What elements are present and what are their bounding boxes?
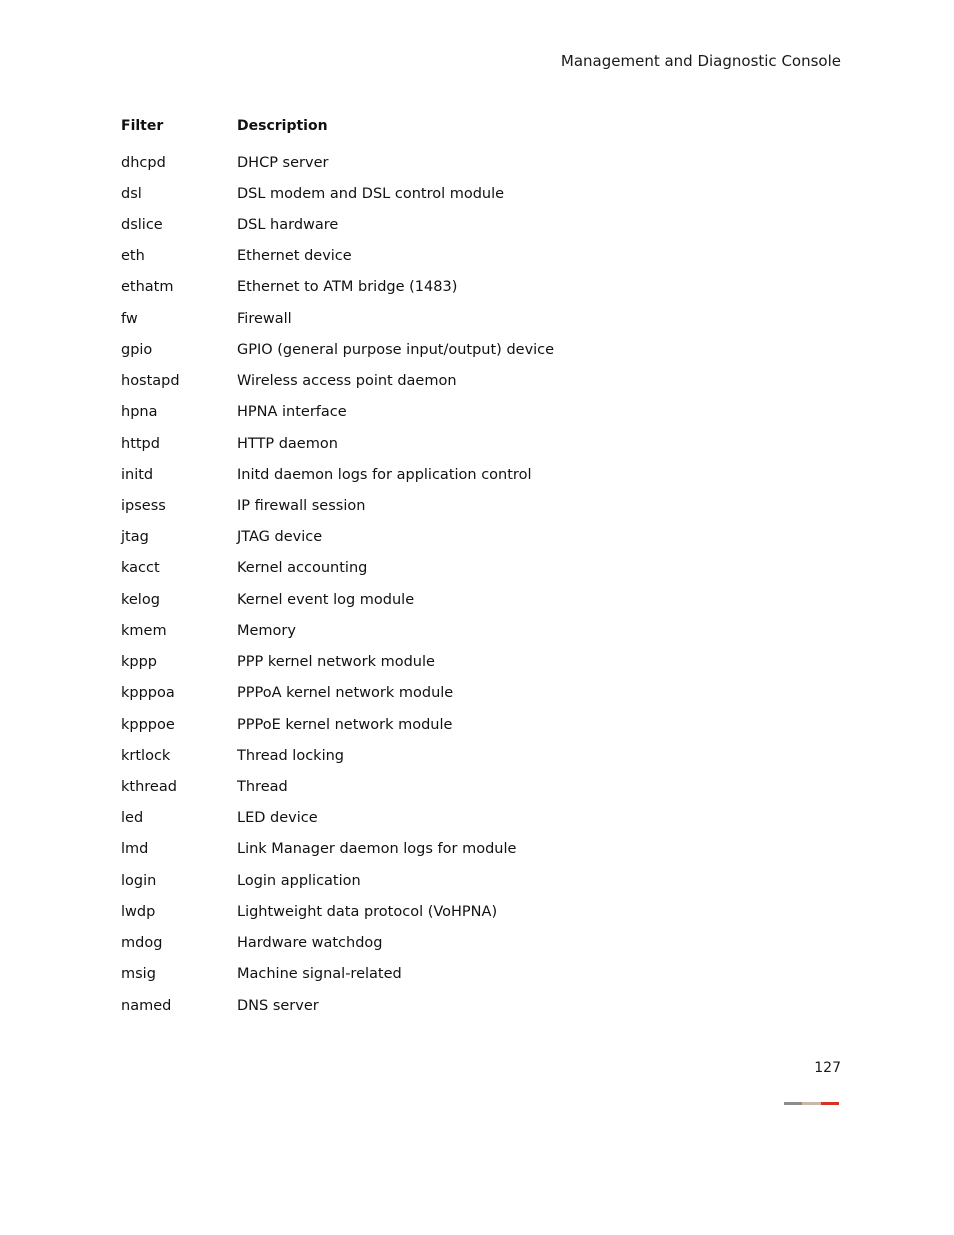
filter-description-cell: Ethernet device — [237, 248, 352, 265]
filter-description-cell: PPP kernel network module — [237, 654, 435, 671]
filter-description-cell: Firewall — [237, 310, 292, 327]
filter-name-cell: krtlock — [121, 747, 171, 764]
filter-description-cell: DHCP server — [237, 154, 329, 171]
table-row — [121, 771, 681, 802]
running-header-title: Management and Diagnostic Console — [560, 52, 841, 70]
filter-name-cell: named — [121, 997, 172, 1014]
filter-name-cell: kpppoa — [121, 685, 175, 702]
filter-description-cell: Kernel event log module — [237, 591, 415, 608]
page-number: 127 — [814, 1060, 841, 1076]
table-row — [121, 209, 681, 240]
table-header-row — [121, 116, 681, 136]
table-row — [121, 334, 681, 365]
table-row — [121, 865, 681, 896]
footer-decorative-bar — [784, 1102, 839, 1105]
table-row — [121, 990, 681, 1021]
filter-name-cell: login — [121, 872, 157, 889]
filter-description-cell: Initd daemon logs for application control — [237, 466, 532, 483]
filter-name-cell: hostapd — [121, 373, 180, 390]
filter-name-cell: lmd — [121, 841, 149, 858]
filter-description-cell: Login application — [237, 872, 361, 889]
footer-bar-segment-red — [821, 1102, 839, 1105]
filter-name-cell: dhcpd — [121, 154, 166, 171]
table-row — [121, 241, 681, 272]
table-row — [121, 428, 681, 459]
filter-name-cell: kmem — [121, 622, 167, 639]
table-row — [121, 459, 681, 490]
filter-description-cell: JTAG device — [237, 529, 323, 546]
filter-description-cell: IP firewall session — [237, 498, 366, 515]
filter-description-cell: Ethernet to ATM bridge (1483) — [237, 279, 458, 296]
filter-description-cell: Memory — [237, 622, 296, 639]
filter-description-cell: PPPoA kernel network module — [237, 685, 454, 702]
filter-description-cell: DSL modem and DSL control module — [237, 185, 505, 202]
filter-name-cell: ethatm — [121, 279, 174, 296]
filter-name-cell: httpd — [121, 435, 160, 452]
filter-description-cell: DNS server — [237, 997, 319, 1014]
filter-description-cell: Hardware watchdog — [237, 935, 383, 952]
filter-description-cell: HPNA interface — [237, 404, 347, 421]
filter-name-cell: led — [121, 810, 144, 827]
filter-description-cell: Link Manager daemon logs for module — [237, 841, 517, 858]
filter-name-cell: kppp — [121, 654, 158, 671]
filter-name-cell: dslice — [121, 217, 163, 234]
filter-name-cell: kthread — [121, 778, 177, 795]
table-row — [121, 147, 681, 178]
footer-bar-segment-tan — [802, 1102, 821, 1105]
table-row — [121, 366, 681, 397]
table-row — [121, 959, 681, 990]
table-row — [121, 303, 681, 334]
table-row — [121, 272, 681, 303]
filter-description-cell: Thread locking — [237, 747, 345, 764]
filter-name-cell: kelog — [121, 591, 160, 608]
table-row — [121, 927, 681, 958]
filter-name-cell: eth — [121, 248, 145, 265]
filter-name-cell: ipsess — [121, 498, 166, 515]
table-row — [121, 178, 681, 209]
table-row — [121, 584, 681, 615]
table-row — [121, 709, 681, 740]
filter-description-cell: DSL hardware — [237, 217, 339, 234]
filter-description-cell: Wireless access point daemon — [237, 373, 457, 390]
filter-description-cell: LED device — [237, 810, 318, 827]
filter-name-cell: jtag — [121, 529, 149, 546]
filter-name-cell: kacct — [121, 560, 160, 577]
table-row — [121, 834, 681, 865]
table-row — [121, 490, 681, 521]
table-row — [121, 740, 681, 771]
table-body — [121, 147, 681, 1021]
table-row — [121, 615, 681, 646]
filter-description-cell: PPPoE kernel network module — [237, 716, 453, 733]
table-row — [121, 803, 681, 834]
filter-description-cell: Thread — [237, 778, 288, 795]
filter-name-cell: lwdp — [121, 903, 156, 920]
table-row — [121, 678, 681, 709]
table-row — [121, 397, 681, 428]
table-row — [121, 647, 681, 678]
filter-description-cell: GPIO (general purpose input/output) device — [237, 341, 555, 358]
filter-description-cell: HTTP daemon — [237, 435, 338, 452]
column-header-description: Description — [237, 118, 328, 134]
filter-name-cell: gpio — [121, 341, 153, 358]
filter-description-cell: Lightweight data protocol (VoHPNA) — [237, 903, 498, 920]
filter-table — [121, 116, 681, 1021]
filter-name-cell: initd — [121, 466, 154, 483]
filter-description-cell: Kernel accounting — [237, 560, 368, 577]
column-header-filter: Filter — [121, 118, 164, 134]
table-row — [121, 553, 681, 584]
filter-name-cell: fw — [121, 310, 138, 327]
filter-name-cell: hpna — [121, 404, 158, 421]
table-row — [121, 522, 681, 553]
filter-description-cell: Machine signal-related — [237, 966, 402, 983]
filter-name-cell: msig — [121, 966, 156, 983]
filter-name-cell: kpppoe — [121, 716, 175, 733]
table-row — [121, 896, 681, 927]
filter-name-cell: mdog — [121, 935, 163, 952]
filter-name-cell: dsl — [121, 185, 142, 202]
footer-bar-segment-gray — [784, 1102, 802, 1105]
